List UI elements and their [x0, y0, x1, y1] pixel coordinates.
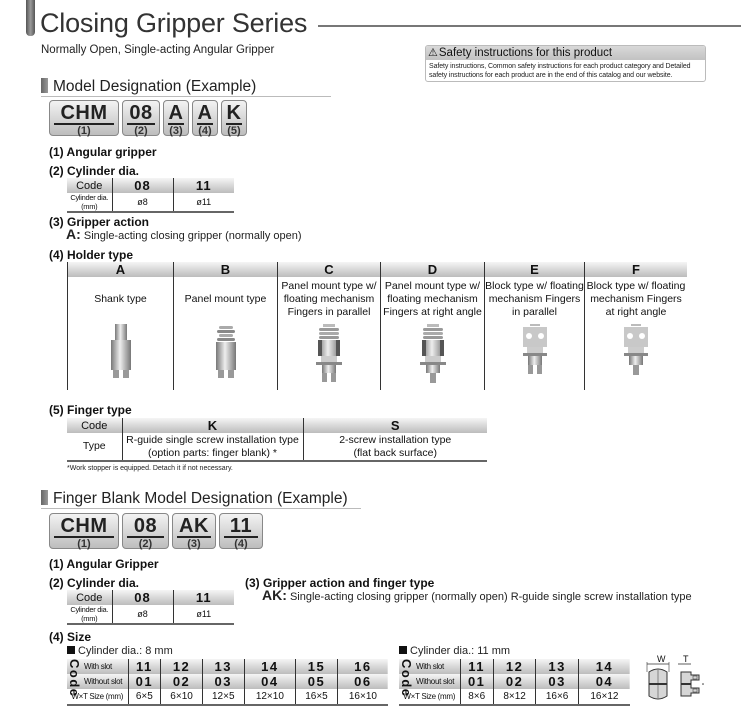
holder-code: F [632, 262, 640, 277]
code-vertical-label: Code [399, 659, 414, 698]
section-heading-model-designation [41, 78, 256, 96]
holder-code: E [530, 262, 539, 277]
table-row [67, 193, 234, 212]
row-label: With slot [84, 662, 112, 671]
size-row [399, 689, 630, 705]
section-heading-finger-blank [41, 490, 348, 508]
code-box [163, 100, 189, 136]
block-floating-right-angle-icon [621, 324, 651, 380]
label-cylinder-dia-2: (2) Cylinder dia. [49, 576, 140, 590]
table-cell: Type [67, 433, 122, 461]
table-cell: 11 [128, 659, 161, 674]
table-header-row [67, 178, 234, 193]
warning-triangle-icon: ⚠ [428, 47, 438, 59]
panel-mount-floating-parallel-icon [314, 324, 344, 384]
code-value: CHM [54, 514, 114, 538]
size-row [67, 689, 388, 705]
gripper-action-code: A [66, 226, 77, 242]
table-header-row [67, 590, 234, 605]
code-box [172, 513, 216, 549]
safety-title: Safety instructions for this product [438, 47, 613, 59]
holder-col-d [380, 262, 484, 390]
section-heading-text: Finger Blank Model Designation (Example) [53, 490, 348, 507]
w-label: W [657, 654, 666, 664]
size-table-title: Cylinder dia.: 8 mm [78, 645, 173, 657]
table-row [67, 605, 234, 624]
holder-desc: Block type w/ floating mechanism Fingers in parallel [485, 279, 584, 318]
table-header-row [67, 418, 487, 433]
code-index: (4) [234, 538, 248, 550]
page-title: Closing Gripper Series [40, 8, 308, 38]
table-cell: 16×12 [578, 689, 630, 705]
table-row [67, 433, 487, 461]
safety-body: Safety instructions, Common safety instructions for each product category and Detailed safety instructions for each product are in the end of this catalog and our website. [429, 63, 691, 79]
safety-notice-header [426, 46, 705, 60]
holder-code: D [427, 262, 438, 277]
code-box [49, 100, 119, 136]
table-cell: ø8 [112, 193, 173, 212]
table-cell: 16×10 [337, 689, 388, 705]
holder-desc: Shank type [94, 292, 147, 305]
holder-col-a [67, 262, 173, 390]
model-code-boxes [49, 100, 247, 136]
table-cell: Code [81, 419, 108, 432]
code-box [122, 513, 169, 549]
code-index: (3) [187, 538, 201, 550]
table-cell: S [303, 418, 487, 433]
section-marker-icon [41, 490, 48, 505]
block-floating-parallel-icon [520, 324, 550, 380]
finger-s-line1: 2-screw installation type [339, 433, 452, 446]
page-subtitle: Normally Open, Single-acting Angular Gripper [41, 44, 275, 56]
table-cell: 11 [173, 178, 234, 193]
table-cell: 12×10 [244, 689, 296, 705]
code-index: (4) [198, 125, 212, 137]
label-angular-gripper: (1) Angular gripper [49, 145, 157, 159]
code-box [219, 513, 263, 549]
cylinder-dia-table [67, 178, 234, 213]
label-gripper-action-finger-type: (3) Gripper action and finger type [245, 576, 435, 590]
table-cell: ø8 [112, 605, 173, 624]
size-11mm-title [399, 645, 510, 657]
code-box [192, 100, 218, 136]
footnote: *Work stopper is equipped. Detach it if not necessary. [67, 465, 233, 472]
holder-col-e [484, 262, 584, 390]
table-cell: 02 [161, 674, 203, 689]
table-cell: 14 [578, 659, 630, 674]
code-value: A [168, 102, 184, 124]
holder-desc: Panel mount type [184, 292, 267, 305]
label-gripper-action: (3) Gripper action [49, 215, 150, 229]
finger-k-line1: R-guide single screw installation type [126, 433, 299, 446]
finger-s-line2: (flat back surface) [353, 446, 437, 459]
size-table-11mm [399, 659, 630, 706]
code-value: A [197, 102, 213, 124]
code-value: 08 [127, 514, 164, 538]
table-cell [122, 433, 303, 461]
shank-gripper-icon [109, 324, 133, 380]
table-cell: 08 [112, 590, 173, 605]
section-heading-text: Model Designation (Example) [53, 78, 257, 95]
label-holder-type: (4) Holder type [49, 248, 134, 262]
holder-col-b [173, 262, 277, 390]
code-index: (2) [138, 538, 153, 550]
table-cell: 8×12 [493, 689, 536, 705]
table-cell: ø11 [173, 605, 234, 624]
table-cell: 11 [460, 659, 493, 674]
finger-blank-dimension-diagram [645, 654, 715, 706]
label-angular-gripper-2: (1) Angular Gripper [49, 557, 159, 571]
code-value: CHM [54, 101, 114, 125]
row-label: Without slot [416, 677, 455, 686]
table-cell: Cylinder dia. (mm) [67, 193, 112, 212]
panel-mount-floating-right-angle-icon [418, 324, 448, 384]
table-cell: 6×5 [128, 689, 161, 705]
label-size: (4) Size [49, 630, 92, 644]
finger-blank-code-boxes [49, 513, 263, 549]
table-cell: 03 [202, 674, 244, 689]
cylinder-dia-table-2 [67, 590, 234, 625]
gripper-action-desc: A: Single-acting closing gripper (normally open) [66, 226, 302, 242]
code-index: (1) [77, 538, 91, 550]
holder-code: C [324, 262, 334, 277]
table-cell: 13 [536, 659, 579, 674]
t-label: T [683, 654, 689, 664]
table-cell: ø11 [173, 193, 234, 212]
table-cell: 13 [202, 659, 244, 674]
code-index: (1) [77, 125, 91, 137]
size-table-8mm [67, 659, 388, 706]
table-cell: 14 [244, 659, 296, 674]
table-cell: 08 [112, 178, 173, 193]
table-cell: 02 [493, 674, 536, 689]
label-cylinder-dia: (2) Cylinder dia. [49, 164, 140, 178]
section-marker-icon [41, 78, 48, 93]
code-box [122, 100, 160, 136]
without-slot-row [67, 674, 388, 689]
title-rule [318, 25, 741, 27]
gripper-action-code: AK [262, 587, 283, 603]
code-index: (5) [227, 125, 241, 137]
title-accent-bar [26, 0, 35, 36]
table-cell: 04 [578, 674, 630, 689]
holder-code: B [220, 262, 231, 277]
table-cell: 04 [244, 674, 296, 689]
table-cell: 01 [460, 674, 493, 689]
table-cell: Cylinder dia. (mm) [67, 605, 112, 624]
table-cell: 12 [161, 659, 203, 674]
finger-type-table [67, 418, 487, 462]
size-table-title: Cylinder dia.: 11 mm [410, 645, 511, 657]
square-bullet-icon [399, 646, 407, 654]
table-cell: K [122, 418, 303, 433]
holder-desc: Block type w/ floating mechanism Fingers at right angle [586, 279, 686, 318]
table-cell: 11 [173, 590, 234, 605]
table-cell: Code [76, 591, 103, 604]
holder-col-c [277, 262, 380, 390]
code-value: AK [177, 514, 211, 538]
table-cell: Code [76, 179, 103, 192]
row-label: W×T Size (mm) [67, 689, 128, 705]
table-cell: 06 [337, 674, 388, 689]
code-value: K [226, 102, 242, 124]
code-index: (3) [169, 125, 183, 137]
holder-desc: Panel mount type w/ floating mechanism Fingers in parallel [281, 279, 377, 318]
holder-code: A [115, 262, 126, 277]
code-index: (2) [134, 125, 148, 137]
with-slot-row [67, 659, 388, 674]
section-rule [41, 508, 361, 509]
table-cell: 15 [296, 659, 338, 674]
gripper-action-text: Single-acting closing gripper (normally open) [83, 230, 302, 242]
without-slot-row [399, 674, 630, 689]
table-cell: 8×6 [460, 689, 493, 705]
holder-type-table [67, 262, 687, 390]
table-cell: 16×5 [296, 689, 338, 705]
with-slot-row [399, 659, 630, 674]
gripper-action-text: Single-acting closing gripper (normally open) R-guide single screw installation type [289, 591, 692, 603]
table-cell [303, 433, 487, 461]
table-cell: 05 [296, 674, 338, 689]
code-box [221, 100, 247, 136]
gripper-action-finger-desc: AK: Single-acting closing gripper (normally open) R-guide single screw installation type [262, 587, 692, 603]
table-cell: 12×5 [202, 689, 244, 705]
code-value: 11 [224, 514, 258, 538]
table-cell: 03 [536, 674, 579, 689]
code-box [49, 513, 119, 549]
square-bullet-icon [67, 646, 75, 654]
finger-k-line2: (option parts: finger blank) * [148, 446, 277, 459]
table-cell: 16 [337, 659, 388, 674]
size-8mm-title [67, 645, 173, 657]
table-cell: 12 [493, 659, 536, 674]
code-value: 08 [127, 101, 155, 125]
holder-desc: Panel mount type w/ floating mechanism Fingers at right angle [383, 279, 482, 318]
panel-mount-gripper-icon [214, 324, 238, 380]
label-finger-type: (5) Finger type [49, 403, 132, 417]
row-label: With slot [416, 662, 444, 671]
code-vertical-label: Code [67, 659, 82, 698]
holder-col-f [584, 262, 687, 390]
row-label: W×T Size (mm) [399, 689, 460, 705]
table-cell: 6×10 [161, 689, 203, 705]
section-rule [41, 96, 331, 97]
table-cell: 01 [128, 674, 161, 689]
safety-notice [425, 45, 706, 82]
table-cell: 16×6 [536, 689, 579, 705]
row-label: Without slot [84, 677, 123, 686]
